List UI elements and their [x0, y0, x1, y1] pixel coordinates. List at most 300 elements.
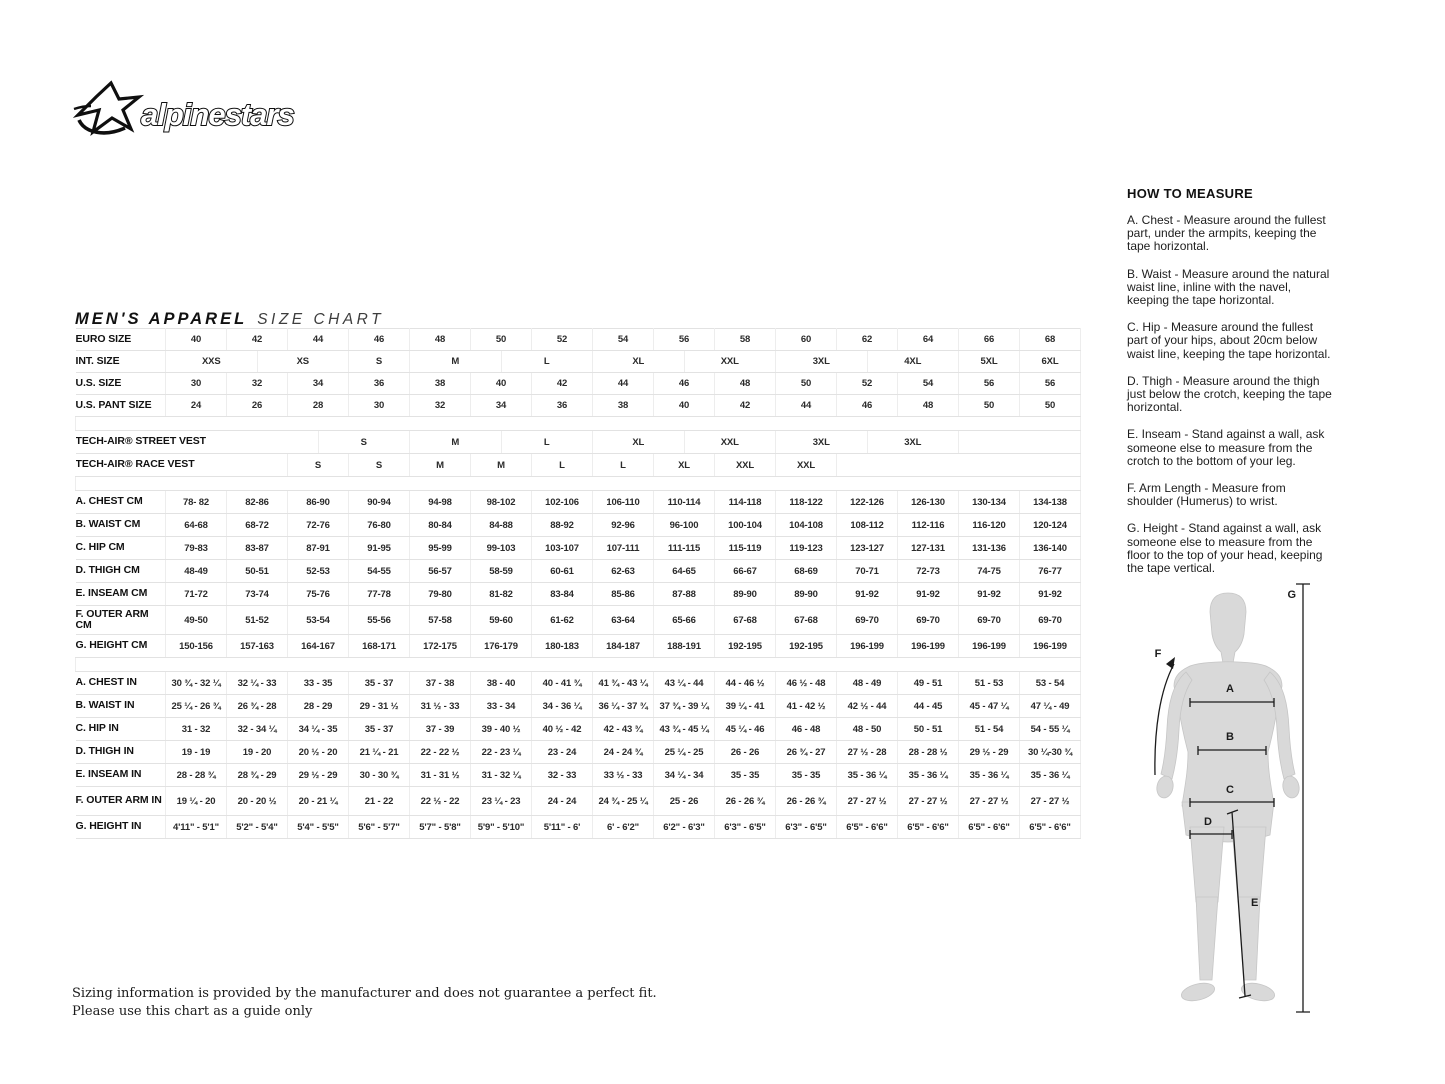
size-cell: 196-199 [1020, 635, 1081, 658]
height-measure-line [1296, 584, 1310, 1012]
size-cell: 88-92 [532, 514, 593, 537]
size-cell: 87-91 [288, 537, 349, 560]
size-cell: 73-74 [227, 583, 288, 606]
page-title [75, 295, 384, 332]
size-cell: 51 - 53 [959, 672, 1020, 695]
size-cell: 58-59 [471, 560, 532, 583]
how-to-measure-list [1127, 214, 1335, 575]
table-spacer [76, 477, 1081, 491]
size-cell: 54 [898, 373, 959, 395]
size-cell: 99-103 [471, 537, 532, 560]
row-label-us-pant-size: U.S. PANT SIZE [76, 395, 166, 417]
size-cell: 6'5" - 6'6" [837, 816, 898, 839]
row-label-chest-cm: A. CHEST CM [76, 491, 166, 514]
size-cell: XXS [166, 351, 258, 373]
size-cell: 84-88 [471, 514, 532, 537]
label-waist: B [1226, 731, 1234, 743]
size-cell: 25 ¼ - 26 ¾ [166, 695, 227, 718]
size-cell: 79-83 [166, 537, 227, 560]
table-row-thigh-cm [76, 560, 1081, 583]
size-cell: 46 [349, 329, 410, 351]
size-cell: 23 ¼ - 23 [471, 787, 532, 816]
size-cell: 40 [654, 395, 715, 417]
size-cell: 54 [593, 329, 654, 351]
size-cell: 45 - 47 ¼ [959, 695, 1020, 718]
size-cell: 172-175 [410, 635, 471, 658]
size-cell: 27 - 27 ½ [1020, 787, 1081, 816]
size-cell: 30 ¾ - 32 ¼ [166, 672, 227, 695]
table-row-spacer-2 [76, 477, 1081, 491]
label-inseam: E [1251, 897, 1259, 909]
table-spacer [76, 658, 1081, 672]
table-row-chest-in [76, 672, 1081, 695]
size-cell: 21 - 22 [349, 787, 410, 816]
row-label-outer-arm-in: F. OUTER ARM IN [76, 787, 166, 816]
size-cell: 68-69 [776, 560, 837, 583]
size-cell: 98-102 [471, 491, 532, 514]
size-cell: 34 ¼ - 34 [654, 764, 715, 787]
size-cell: 29 ½ - 29 [959, 741, 1020, 764]
size-cell: 44 [288, 329, 349, 351]
row-label-height-cm: G. HEIGHT CM [76, 635, 166, 658]
size-cell: 40 [471, 373, 532, 395]
table-row-hip-in [76, 718, 1081, 741]
size-cell: 56 [1020, 373, 1081, 395]
size-cell: 37 ¾ - 39 ¼ [654, 695, 715, 718]
size-cell: 69-70 [898, 606, 959, 635]
size-cell: 35 - 35 [776, 764, 837, 787]
size-cell: 115-119 [715, 537, 776, 560]
size-cell: 35 - 36 ¼ [837, 764, 898, 787]
size-cell: 69-70 [837, 606, 898, 635]
size-cell: L [501, 351, 593, 373]
size-cell: 102-106 [532, 491, 593, 514]
size-cell: 131-136 [959, 537, 1020, 560]
size-cell: 52 [837, 373, 898, 395]
size-cell: XL [654, 454, 715, 477]
size-cell: 20 - 20 ½ [227, 787, 288, 816]
size-cell: 42 ½ - 44 [837, 695, 898, 718]
size-cell: 31 - 32 ¼ [471, 764, 532, 787]
table-row-outer-arm-in [76, 787, 1081, 816]
size-cell: 40 ½ - 42 [532, 718, 593, 741]
size-cell: L [593, 454, 654, 477]
table-row-tech-air-street-vest [76, 431, 1081, 454]
label-height: G [1287, 589, 1296, 601]
title-primary: MEN'S APPAREL [75, 310, 248, 329]
size-cell: 68 [1020, 329, 1081, 351]
row-label-euro-size: EURO SIZE [76, 329, 166, 351]
row-label-inseam-cm: E. INSEAM CM [76, 583, 166, 606]
measure-instruction-g: G. Height - Stand against a wall, ask someone else to measure from the floor to the top of your head, keeping the tape vertical. [1127, 521, 1323, 576]
how-to-measure-panel [1127, 186, 1335, 589]
size-cell: 64-68 [166, 514, 227, 537]
body-figure-graphic [1138, 572, 1318, 1027]
title-secondary: SIZE CHART [257, 311, 385, 329]
size-cell: 24 [166, 395, 227, 417]
size-cell: 71-72 [166, 583, 227, 606]
size-cell: 25 - 26 [654, 787, 715, 816]
size-cell: 64 [898, 329, 959, 351]
size-cell: 26 ¾ - 28 [227, 695, 288, 718]
size-cell: 157-163 [227, 635, 288, 658]
size-cell: 50 [959, 395, 1020, 417]
size-cell: 41 - 42 ½ [776, 695, 837, 718]
size-cell: 34 [288, 373, 349, 395]
size-cell: 35 - 36 ¼ [898, 764, 959, 787]
size-cell: 180-183 [532, 635, 593, 658]
size-cell: 34 [471, 395, 532, 417]
size-cell: 6'5" - 6'6" [1020, 816, 1081, 839]
size-cell: 51 - 54 [959, 718, 1020, 741]
size-cell: 96-100 [654, 514, 715, 537]
size-cell: 6'2" - 6'3" [654, 816, 715, 839]
size-cell: 80-84 [410, 514, 471, 537]
size-cell: 26 - 26 ¾ [776, 787, 837, 816]
empty-cell [959, 431, 1081, 454]
size-cell: 22 - 23 ¼ [471, 741, 532, 764]
size-cell: 32 ¼ - 33 [227, 672, 288, 695]
size-cell: 53 - 54 [1020, 672, 1081, 695]
row-label-hip-in: C. HIP IN [76, 718, 166, 741]
size-cell: 119-123 [776, 537, 837, 560]
size-cell: 32 - 34 ¼ [227, 718, 288, 741]
table-row-int-size [76, 351, 1081, 373]
size-cell: 59-60 [471, 606, 532, 635]
row-label-inseam-in: E. INSEAM IN [76, 764, 166, 787]
size-cell: 32 [227, 373, 288, 395]
size-cell: 83-84 [532, 583, 593, 606]
size-cell: 87-88 [654, 583, 715, 606]
size-cell: S [288, 454, 349, 477]
size-cell: 48-49 [166, 560, 227, 583]
size-cell: 31 - 31 ½ [410, 764, 471, 787]
size-cell: 196-199 [959, 635, 1020, 658]
measure-instruction-b: B. Waist - Measure around the natural waist line, inline with the navel, keeping the tape horizontal. [1127, 266, 1330, 308]
size-cell: 136-140 [1020, 537, 1081, 560]
size-cell: 3XL [776, 431, 868, 454]
size-cell: XXL [715, 454, 776, 477]
alpinestars-logo [73, 80, 338, 142]
size-cell: 57-58 [410, 606, 471, 635]
size-cell: 35 - 36 ¼ [1020, 764, 1081, 787]
label-hip: C [1226, 784, 1234, 796]
table-row-us-pant-size [76, 395, 1081, 417]
size-cell: 47 ¼ - 49 [1020, 695, 1081, 718]
size-cell: 5'2" - 5'4" [227, 816, 288, 839]
size-cell: 50 [776, 373, 837, 395]
size-cell: 3XL [776, 351, 868, 373]
size-cell: 32 - 33 [532, 764, 593, 787]
size-cell: 26 - 26 ¾ [715, 787, 776, 816]
size-cell: 91-92 [837, 583, 898, 606]
size-cell: 48 [410, 329, 471, 351]
size-cell: 37 - 39 [410, 718, 471, 741]
size-cell: 40 - 41 ¾ [532, 672, 593, 695]
size-cell: 22 - 22 ½ [410, 741, 471, 764]
table-row-euro-size [76, 329, 1081, 351]
size-cell: 20 - 21 ¼ [288, 787, 349, 816]
table-row-waist-in [76, 695, 1081, 718]
size-cell: S [318, 431, 410, 454]
size-cell: 85-86 [593, 583, 654, 606]
empty-cell [837, 454, 1081, 477]
size-cell: XXL [776, 454, 837, 477]
size-cell: 20 ½ - 20 [288, 741, 349, 764]
size-cell: 91-92 [898, 583, 959, 606]
size-cell: 89-90 [776, 583, 837, 606]
measure-instruction-a: A. Chest - Measure around the fullest part, under the armpits, keeping the tape horizontal. [1127, 213, 1326, 254]
size-cell: L [501, 431, 593, 454]
table-row-tech-air-race-vest [76, 454, 1081, 477]
size-cell: 106-110 [593, 491, 654, 514]
table-row-spacer-3 [76, 658, 1081, 672]
size-cell: 38 - 40 [471, 672, 532, 695]
size-cell: 50 [471, 329, 532, 351]
size-cell: 42 [715, 395, 776, 417]
table-row-us-size [76, 373, 1081, 395]
size-cell: 27 ½ - 28 [837, 741, 898, 764]
size-cell: 56 [654, 329, 715, 351]
row-label-height-in: G. HEIGHT IN [76, 816, 166, 839]
size-cell: 48 - 50 [837, 718, 898, 741]
size-cell: 150-156 [166, 635, 227, 658]
size-cell: 53-54 [288, 606, 349, 635]
size-cell: 4XL [867, 351, 959, 373]
size-cell: 72-73 [898, 560, 959, 583]
size-cell: 196-199 [898, 635, 959, 658]
size-cell: 42 [227, 329, 288, 351]
size-cell: 35 - 36 ¼ [959, 764, 1020, 787]
size-cell: 27 - 27 ½ [959, 787, 1020, 816]
size-cell: M [410, 431, 502, 454]
size-cell: L [532, 454, 593, 477]
size-cell: 75-76 [288, 583, 349, 606]
size-cell: 36 [349, 373, 410, 395]
size-cell: 62-63 [593, 560, 654, 583]
table-row-height-cm [76, 635, 1081, 658]
size-cell: 5XL [959, 351, 1020, 373]
size-cell: 26 ¾ - 27 [776, 741, 837, 764]
size-cell: 35 - 37 [349, 718, 410, 741]
size-cell: 110-114 [654, 491, 715, 514]
table-row-chest-cm [76, 491, 1081, 514]
size-cell: 44 - 45 [898, 695, 959, 718]
size-cell: 79-80 [410, 583, 471, 606]
size-cell: 24 ¾ - 25 ¼ [593, 787, 654, 816]
size-cell: 188-191 [654, 635, 715, 658]
arm-arrowhead [1166, 657, 1175, 669]
size-cell: 26 - 26 [715, 741, 776, 764]
size-cell: 6'5" - 6'6" [959, 816, 1020, 839]
size-cell: 122-126 [837, 491, 898, 514]
size-cell: 31 ½ - 33 [410, 695, 471, 718]
size-cell: 94-98 [410, 491, 471, 514]
size-cell: 38 [410, 373, 471, 395]
size-cell: 123-127 [837, 537, 898, 560]
row-label-thigh-in: D. THIGH IN [76, 741, 166, 764]
table-row-spacer-1 [76, 417, 1081, 431]
row-label-int-size: INT. SIZE [76, 351, 166, 373]
disclaimer-line-1: Sizing information is provided by the manufacturer and does not guarantee a perfect fit. [72, 986, 657, 1001]
size-cell: 118-122 [776, 491, 837, 514]
size-cell: 37 - 38 [410, 672, 471, 695]
size-cell: 64-65 [654, 560, 715, 583]
size-cell: 69-70 [1020, 606, 1081, 635]
size-cell: 46 ½ - 48 [776, 672, 837, 695]
size-cell: 81-82 [471, 583, 532, 606]
size-cell: 51-52 [227, 606, 288, 635]
size-cell: 30 [166, 373, 227, 395]
size-cell: 55-56 [349, 606, 410, 635]
size-cell: 27 - 27 ½ [837, 787, 898, 816]
size-cell: M [410, 454, 471, 477]
size-cell: 5'6" - 5'7" [349, 816, 410, 839]
size-cell: 6'5" - 6'6" [898, 816, 959, 839]
table-row-inseam-cm [76, 583, 1081, 606]
size-cell: 91-95 [349, 537, 410, 560]
row-label-waist-in: B. WAIST IN [76, 695, 166, 718]
size-cell: 26 [227, 395, 288, 417]
size-cell: 54-55 [349, 560, 410, 583]
size-cell: 196-199 [837, 635, 898, 658]
size-cell: 32 [410, 395, 471, 417]
size-cell: 76-80 [349, 514, 410, 537]
size-cell: 34 - 36 ¼ [532, 695, 593, 718]
size-cell: 46 - 48 [776, 718, 837, 741]
size-cell: 28 - 28 ½ [898, 741, 959, 764]
size-cell: 89-90 [715, 583, 776, 606]
size-cell: 28 - 28 ¾ [166, 764, 227, 787]
row-label-tech-air-race-vest: TECH-AIR® RACE VEST [76, 454, 288, 477]
table-row-hip-cm [76, 537, 1081, 560]
size-cell: 192-195 [776, 635, 837, 658]
size-cell: 29 - 31 ½ [349, 695, 410, 718]
size-cell: XXL [684, 431, 776, 454]
size-cell: 34 ¼ - 35 [288, 718, 349, 741]
label-arm: F [1154, 648, 1162, 660]
size-table [75, 328, 1081, 839]
size-cell: 127-131 [898, 537, 959, 560]
table-spacer [76, 417, 1081, 431]
size-cell: 50-51 [227, 560, 288, 583]
size-cell: XXL [684, 351, 776, 373]
size-cell: 39 ¼ - 41 [715, 695, 776, 718]
measure-instruction-c: C. Hip - Measure around the fullest part of your hips, about 20cm below waist line, keeping the tape horizontal. [1127, 320, 1331, 361]
size-cell: 66-67 [715, 560, 776, 583]
size-cell: 42 - 43 ¾ [593, 718, 654, 741]
size-cell: 44 - 46 ½ [715, 672, 776, 695]
size-cell: 52 [532, 329, 593, 351]
disclaimer [72, 985, 657, 1020]
size-cell: M [410, 351, 502, 373]
size-cell: 48 [715, 373, 776, 395]
row-label-outer-arm-cm: F. OUTER ARM CM [76, 606, 166, 635]
size-cell: 49 - 51 [898, 672, 959, 695]
size-cell: 48 - 49 [837, 672, 898, 695]
size-cell: 83-87 [227, 537, 288, 560]
size-cell: 50 [1020, 395, 1081, 417]
size-cell: 6' - 6'2" [593, 816, 654, 839]
measure-instruction-f: F. Arm Length - Measure from shoulder (Humerus) to wrist. [1127, 481, 1286, 509]
row-label-tech-air-street-vest: TECH-AIR® STREET VEST [76, 431, 319, 454]
size-cell: 114-118 [715, 491, 776, 514]
size-cell: 21 ¼ - 21 [349, 741, 410, 764]
size-cell: 69-70 [959, 606, 1020, 635]
label-chest: A [1226, 683, 1234, 695]
size-cell: 33 - 34 [471, 695, 532, 718]
size-cell: 65-66 [654, 606, 715, 635]
size-cell: 28 [288, 395, 349, 417]
size-cell: 31 - 32 [166, 718, 227, 741]
size-cell: 27 - 27 ½ [898, 787, 959, 816]
size-cell: 74-75 [959, 560, 1020, 583]
size-cell: 6'3" - 6'5" [715, 816, 776, 839]
size-cell: 5'4" - 5'5" [288, 816, 349, 839]
disclaimer-line-2: Please use this chart as a guide only [72, 1003, 313, 1019]
size-cell: 78- 82 [166, 491, 227, 514]
size-cell: 48 [898, 395, 959, 417]
size-cell: 130-134 [959, 491, 1020, 514]
size-cell: 46 [654, 373, 715, 395]
size-cell: 4'11" - 5'1" [166, 816, 227, 839]
size-cell: 68-72 [227, 514, 288, 537]
size-cell: 67-68 [776, 606, 837, 635]
size-cell: 72-76 [288, 514, 349, 537]
size-cell: 100-104 [715, 514, 776, 537]
size-cell: 91-92 [1020, 583, 1081, 606]
size-cell: 30 [349, 395, 410, 417]
size-cell: 19 ¼ - 20 [166, 787, 227, 816]
size-cell: 91-92 [959, 583, 1020, 606]
table-row-outer-arm-cm [76, 606, 1081, 635]
size-cell: 19 - 20 [227, 741, 288, 764]
size-cell: 116-120 [959, 514, 1020, 537]
astar-icon [74, 83, 139, 133]
size-cell: 70-71 [837, 560, 898, 583]
size-cell: 63-64 [593, 606, 654, 635]
size-cell: 126-130 [898, 491, 959, 514]
size-cell: 95-99 [410, 537, 471, 560]
size-cell: 43 ¼ - 44 [654, 672, 715, 695]
size-cell: 112-116 [898, 514, 959, 537]
size-cell: 30 ¼-30 ¾ [1020, 741, 1081, 764]
size-cell: 111-115 [654, 537, 715, 560]
size-cell: 22 ½ - 22 [410, 787, 471, 816]
size-cell: 43 ¾ - 45 ¼ [654, 718, 715, 741]
size-cell: 92-96 [593, 514, 654, 537]
human-silhouette [1155, 593, 1301, 1004]
size-cell: 60 [776, 329, 837, 351]
size-cell: 44 [776, 395, 837, 417]
table-row-waist-cm [76, 514, 1081, 537]
size-cell: 103-107 [532, 537, 593, 560]
size-cell: 29 ½ - 29 [288, 764, 349, 787]
size-cell: 164-167 [288, 635, 349, 658]
size-cell: 36 ¼ - 37 ¾ [593, 695, 654, 718]
row-label-waist-cm: B. WAIST CM [76, 514, 166, 537]
size-cell: 192-195 [715, 635, 776, 658]
size-cell: 49-50 [166, 606, 227, 635]
size-cell: 54 - 55 ¼ [1020, 718, 1081, 741]
size-cell: 24 - 24 [532, 787, 593, 816]
size-cell: 28 ¾ - 29 [227, 764, 288, 787]
size-cell: 56-57 [410, 560, 471, 583]
row-label-thigh-cm: D. THIGH CM [76, 560, 166, 583]
size-cell: 76-77 [1020, 560, 1081, 583]
size-cell: 86-90 [288, 491, 349, 514]
size-cell: S [349, 454, 410, 477]
